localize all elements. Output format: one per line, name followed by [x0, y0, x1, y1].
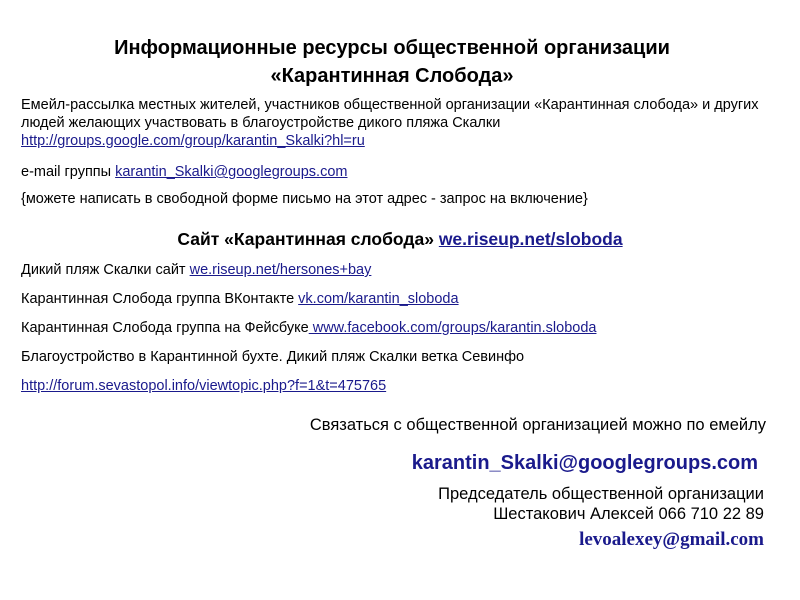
contact-text: Связаться с общественной организацией можно по емейлу: [309, 416, 766, 434]
resource-link-facebook[interactable]: www.facebook.com/groups/karantin.sloboda: [308, 320, 597, 336]
resource-label: Благоустройство в Карантинной бухте. Дикий пляж Скалки ветка Севинфо: [21, 349, 525, 365]
resource-link-vkontakte[interactable]: vk.com/karantin_sloboda: [298, 291, 459, 307]
chair-email[interactable]: levoalexey@gmail.com: [579, 529, 764, 550]
mailing-group-link[interactable]: http://groups.google.com/group/karantin_Skalki?hl=ru: [21, 133, 365, 149]
subscription-note: {можете написать в свободной форме письмо на этот адрес - запрос на включение}: [21, 191, 588, 207]
resource-row: [21, 348, 781, 366]
resource-label: Карантинная Слобода группа на Фейсбуке: [21, 320, 309, 336]
title-line-2: «Карантинная Слобода»: [270, 65, 514, 87]
mailing-text: Емейл-рассылка местных жителей, участников общественной организации «Карантинная слобода» и других людей желающих участвовать в благоустройстве дикого пляжа Скалки: [21, 97, 759, 131]
site-heading-label: Сайт «Карантинная слобода»: [177, 229, 439, 249]
site-heading: [40, 227, 760, 251]
resource-label: Карантинная Слобода группа ВКонтакте: [21, 291, 299, 307]
title-line-1: Информационные ресурсы общественной организации: [114, 37, 670, 59]
chair-title: Председатель общественной организации: [438, 485, 764, 503]
resource-link-forum[interactable]: http://forum.sevastopol.info/viewtopic.php?f=1&t=475765: [21, 378, 387, 394]
resource-link-beach-site[interactable]: we.riseup.net/hersones+bay: [189, 262, 372, 278]
group-email-link[interactable]: karantin_Skalki@googlegroups.com: [115, 164, 348, 180]
chair-info: [438, 484, 764, 524]
resource-row: [21, 261, 781, 279]
resource-label: Дикий пляж Скалки сайт: [21, 262, 190, 278]
site-link[interactable]: we.riseup.net/sloboda: [438, 229, 623, 249]
chair-name-phone: Шестакович Алексей 066 710 22 89: [493, 505, 764, 523]
resource-row: [21, 377, 781, 395]
group-email-line: [21, 163, 781, 181]
contact-email[interactable]: karantin_Skalki@googlegroups.com: [411, 452, 758, 474]
resource-row: [21, 290, 781, 308]
page-title: [40, 34, 744, 90]
group-email-label: e-mail группы: [21, 164, 116, 180]
resource-row: [21, 319, 781, 337]
mailing-paragraph: [21, 96, 781, 150]
